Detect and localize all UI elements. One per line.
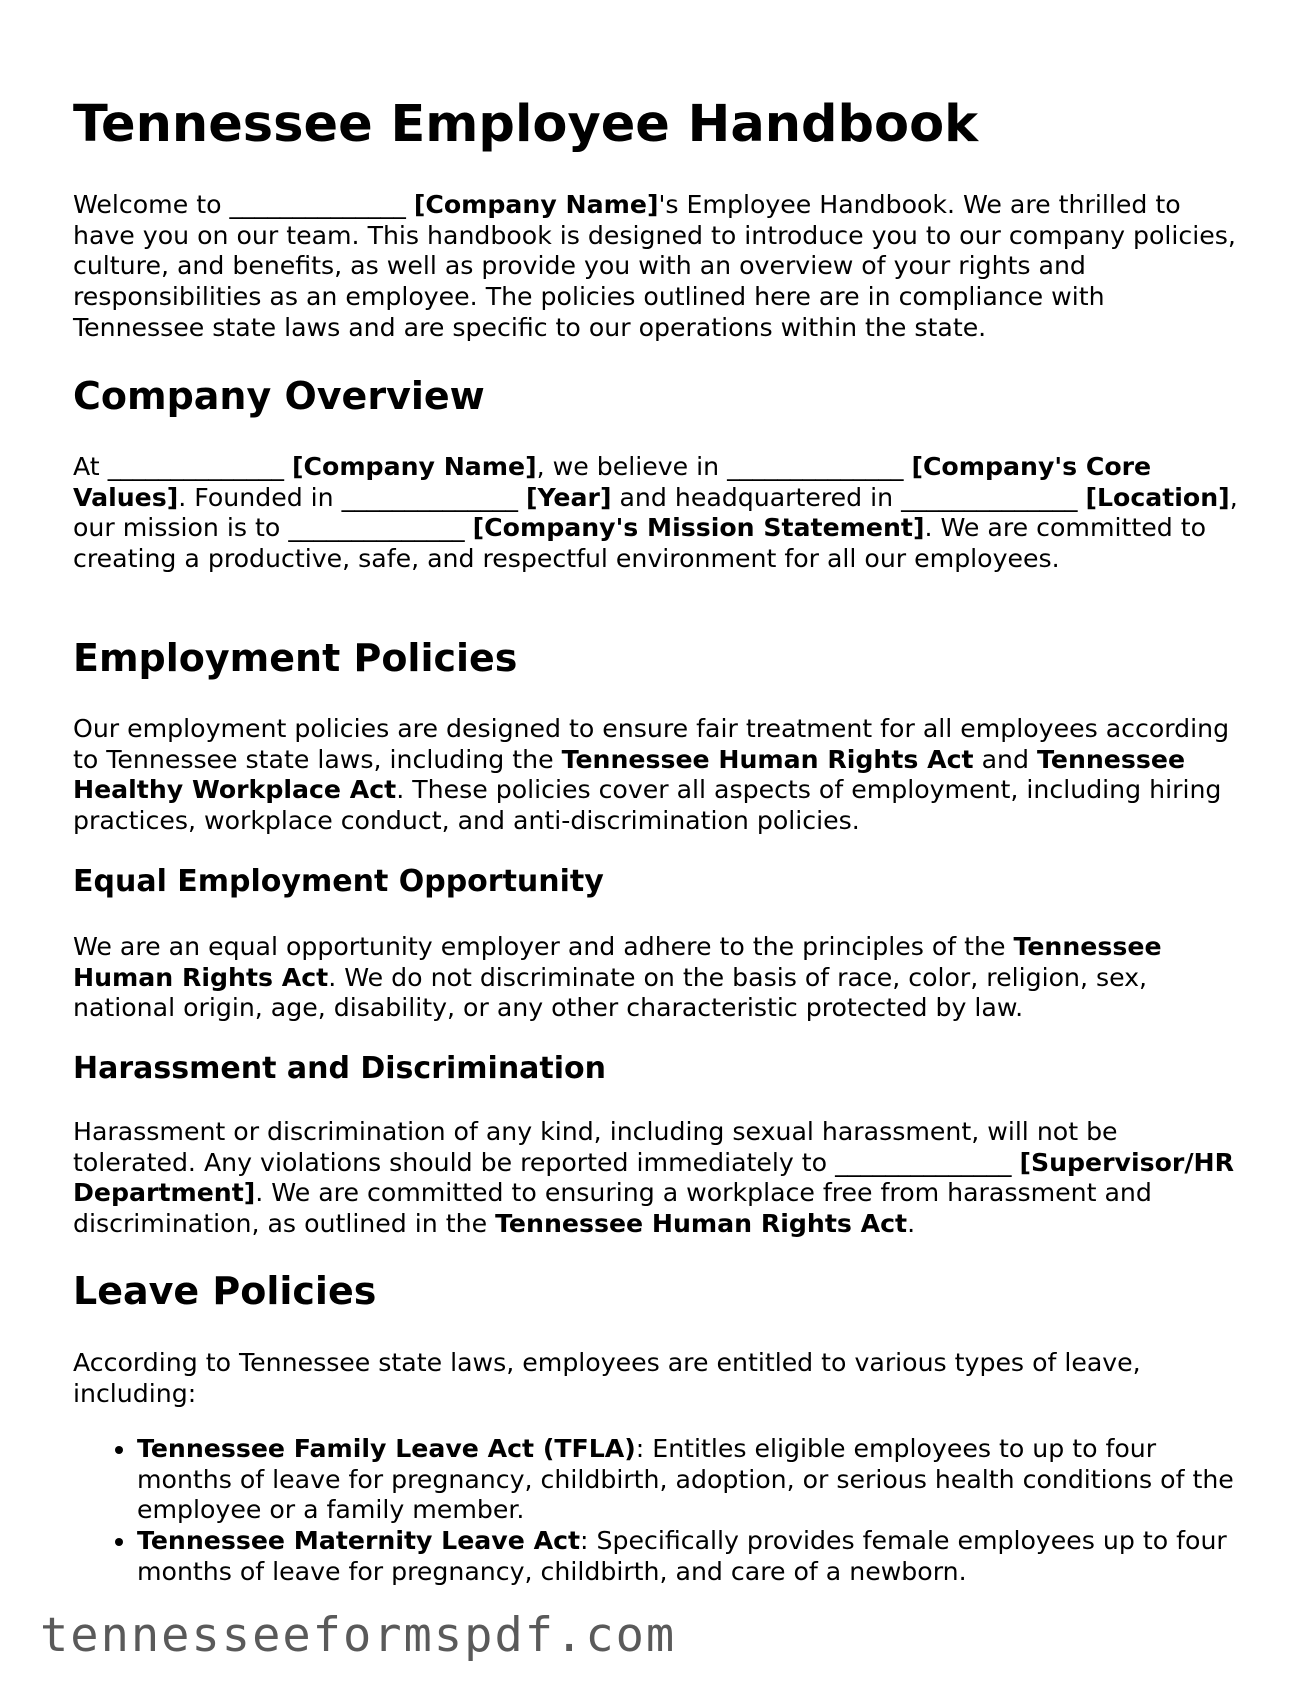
company-name-placeholder: [Company Name] — [413, 190, 659, 219]
blank-line: ______________ — [288, 513, 465, 543]
overview-text-3: . Founded in — [178, 482, 334, 512]
mission-placeholder: [Company's Mission Statement] — [472, 513, 925, 543]
intro-text-2: 's Employee Handbook. We are thrilled to have you on our team. This handbook is designed to introduce you to our company policies, culture, and benefits, as well as provide you with an overview of your rights and responsibilities as an employee. The policies outlined here are in compliance with Tennessee state laws and are specific to our operations within the state. — [73, 190, 1236, 342]
core-values-placeholder: [Company's Core Values] — [73, 452, 1152, 512]
employment-text-3: . These policies cover all aspects of employment, including hiring practices, workplace conduct, and anti-discrimination policies. — [73, 775, 1222, 836]
subsection-heading-eeo: Equal Employment Opportunity — [73, 864, 604, 899]
act-name: Tennessee Healthy Workplace Act — [73, 744, 1186, 805]
act-name: Tennessee Human Rights Act — [561, 744, 974, 774]
act-name: Tennessee Human Rights Act — [495, 1209, 908, 1239]
intro-paragraph — [73, 190, 1243, 344]
overview-text-2: , we believe in — [536, 452, 720, 481]
harassment-text-1: Harassment or discrimination of any kind, including sexual harassment, will not be tolerated. Any violations should be reported immediately to — [73, 1117, 1118, 1177]
leave-policy-list — [73, 1434, 1243, 1588]
harassment-paragraph — [73, 1117, 1243, 1240]
employment-text-1: Our employment policies are designed to ensure fair treatment for all employees according to Tennessee state laws, including the — [73, 714, 1230, 774]
blank-line: ______________ — [835, 1147, 1012, 1177]
leave-intro-paragraph: According to Tennessee state laws, employees are entitled to various types of leave, including: — [73, 1348, 1141, 1408]
act-name: Tennessee Human Rights Act — [73, 932, 1162, 992]
blank-line: ______________ — [727, 452, 904, 481]
blank-line: ______________ — [901, 482, 1078, 512]
leave-item-text: : Entitles eligible employees to up to four months of leave for pregnancy, childbirth, adoption, or serious health conditions of the employee or a family member. — [137, 1434, 1234, 1525]
page-title: Tennessee Employee Handbook — [73, 95, 979, 154]
harassment-text-2: . We are committed to ensuring a workplace free from harassment and discrimination, as outlined in the — [73, 1178, 1152, 1239]
section-heading-employment-policies: Employment Policies — [73, 636, 518, 680]
employment-text-2: and — [981, 744, 1030, 774]
blank-line: ______________ — [107, 452, 284, 481]
subsection-heading-harassment: Harassment and Discrimination — [73, 1051, 607, 1086]
year-placeholder: [Year] — [526, 482, 612, 512]
section-heading-company-overview: Company Overview — [73, 374, 485, 418]
eeo-text-2: . We do not discriminate on the basis of race, color, religion, sex, national origin, age, disability, or any other characteristic protected by law. — [73, 962, 1148, 1023]
eeo-text-1: We are an equal opportunity employer and adhere to the principles of the — [73, 932, 1006, 961]
harassment-text-3: . — [907, 1209, 916, 1239]
intro-text-1: Welcome to — [73, 190, 222, 219]
overview-text-6: . We are committed to creating a productive, safe, and respectful environment for all our employees. — [73, 513, 1207, 574]
leave-item-title: Tennessee Maternity Leave Act — [137, 1526, 581, 1556]
contact-placeholder: [Supervisor/HR Department] — [73, 1147, 1234, 1208]
employment-policies-paragraph — [73, 714, 1243, 837]
blank-line: ______________ — [341, 482, 518, 512]
overview-text-5: , our mission is to — [73, 482, 1238, 543]
list-item — [137, 1526, 1243, 1587]
blank-line: ______________ — [229, 190, 406, 219]
location-placeholder: [Location] — [1085, 482, 1230, 512]
eeo-paragraph — [73, 932, 1243, 1024]
leave-item-text: : Specifically provides female employees up to four months of leave for pregnancy, childbirth, and care of a newborn. — [137, 1526, 1227, 1586]
list-item — [137, 1434, 1243, 1526]
section-heading-leave-policies: Leave Policies — [73, 1269, 377, 1313]
watermark: tennesseeformspdf.com — [40, 1608, 677, 1663]
leave-item-title: Tennessee Family Leave Act (TFLA) — [137, 1434, 636, 1463]
company-overview-paragraph — [73, 452, 1243, 575]
overview-text-1: At — [73, 452, 100, 481]
company-name-placeholder: [Company Name] — [292, 452, 537, 481]
overview-text-4: and headquartered in — [619, 482, 894, 512]
